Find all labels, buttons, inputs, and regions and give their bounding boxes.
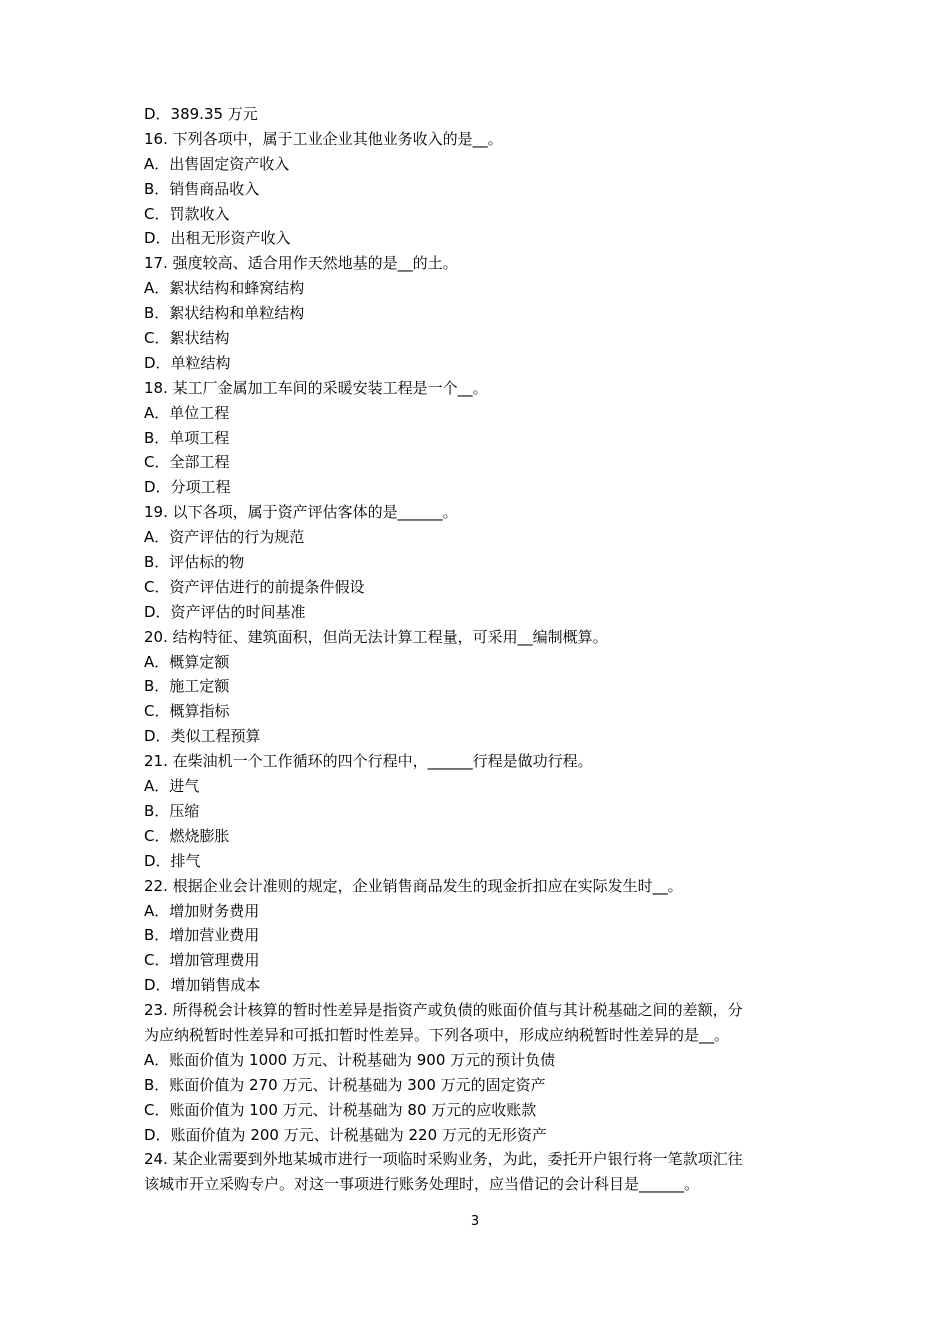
option-line: A．出售固定资产收入: [144, 154, 290, 173]
option-line: B．账面价值为 270 万元、计税基础为 300 万元的固定资产: [144, 1075, 546, 1094]
option-line: C．罚款收入: [144, 204, 230, 223]
option-line: D．排气: [144, 851, 201, 870]
option-line: B．增加营业费用: [144, 926, 260, 945]
question-19: 19. 以下各项，属于资产评估客体的是______。: [144, 503, 458, 522]
text-line: D．389.35 万元: [144, 105, 258, 123]
option-line: D．类似工程预算: [144, 727, 261, 746]
question-24: 24. 某企业需要到外地某城市进行一项临时采购业务，为此，委托开户银行将一笔款项汇往: [144, 1150, 743, 1169]
document-body: [144, 102, 816, 1197]
question-21: 21. 在柴油机一个工作循环的四个行程中，______行程是做功行程。: [144, 752, 593, 771]
question-16: 16. 下列各项中，属于工业企业其他业务收入的是__。: [144, 129, 503, 148]
question-17: 17. 强度较高、适合用作天然地基的是__的土。: [144, 254, 458, 273]
option-line: D．单粒结构: [144, 353, 231, 372]
option-line: C．账面价值为 100 万元、计税基础为 80 万元的应收账款: [144, 1100, 537, 1119]
option-line: A．单位工程: [144, 403, 230, 422]
option-line: C．增加管理费用: [144, 951, 260, 970]
option-line: A．进气: [144, 777, 200, 796]
option-line: B．单项工程: [144, 428, 230, 447]
option-line: B．评估标的物: [144, 553, 245, 572]
option-line: A．絮状结构和蜂窝结构: [144, 279, 305, 298]
option-line: B．压缩: [144, 801, 200, 820]
question-23-continued: 为应纳税暂时性差异和可抵扣暂时性差异。下列各项中，形成应纳税暂时性差异的是__。: [144, 1025, 730, 1044]
question-24-continued: 该城市开立采购专户。对这一事项进行账务处理时，应当借记的会计科目是______。: [144, 1175, 700, 1194]
question-23: 23. 所得税会计核算的暂时性差异是指资产或负债的账面价值与其计税基础之间的差额，分: [144, 1001, 743, 1020]
option-line: D．分项工程: [144, 478, 231, 497]
option-line: C．资产评估进行的前提条件假设: [144, 577, 365, 596]
option-line: B．销售商品收入: [144, 179, 260, 198]
page-number: 3: [470, 1214, 480, 1229]
option-line: C．絮状结构: [144, 329, 230, 348]
option-line: D．增加销售成本: [144, 976, 261, 995]
question-22: 22. 根据企业会计准则的规定，企业销售商品发生的现金折扣应在实际发生时__。: [144, 876, 683, 895]
option-line: C．燃烧膨胀: [144, 826, 230, 845]
question-18: 18. 某工厂金属加工车间的采暖安装工程是一个__。: [144, 378, 488, 397]
option-line: B．絮状结构和单粒结构: [144, 304, 305, 323]
option-line: A．增加财务费用: [144, 901, 260, 920]
option-line: A．概算定额: [144, 652, 230, 671]
option-line: D．资产评估的时间基准: [144, 602, 306, 621]
option-line: B．施工定额: [144, 677, 230, 696]
option-line: D．账面价值为 200 万元、计税基础为 220 万元的无形资产: [144, 1125, 547, 1144]
question-20: 20. 结构特征、建筑面积，但尚无法计算工程量，可采用__编制概算。: [144, 627, 608, 646]
option-line: A．账面价值为 1000 万元、计税基础为 900 万元的预计负债: [144, 1050, 556, 1069]
option-line: C．概算指标: [144, 702, 230, 721]
option-line: D．出租无形资产收入: [144, 229, 291, 248]
option-line: C．全部工程: [144, 453, 230, 472]
option-line: A．资产评估的行为规范: [144, 528, 305, 547]
